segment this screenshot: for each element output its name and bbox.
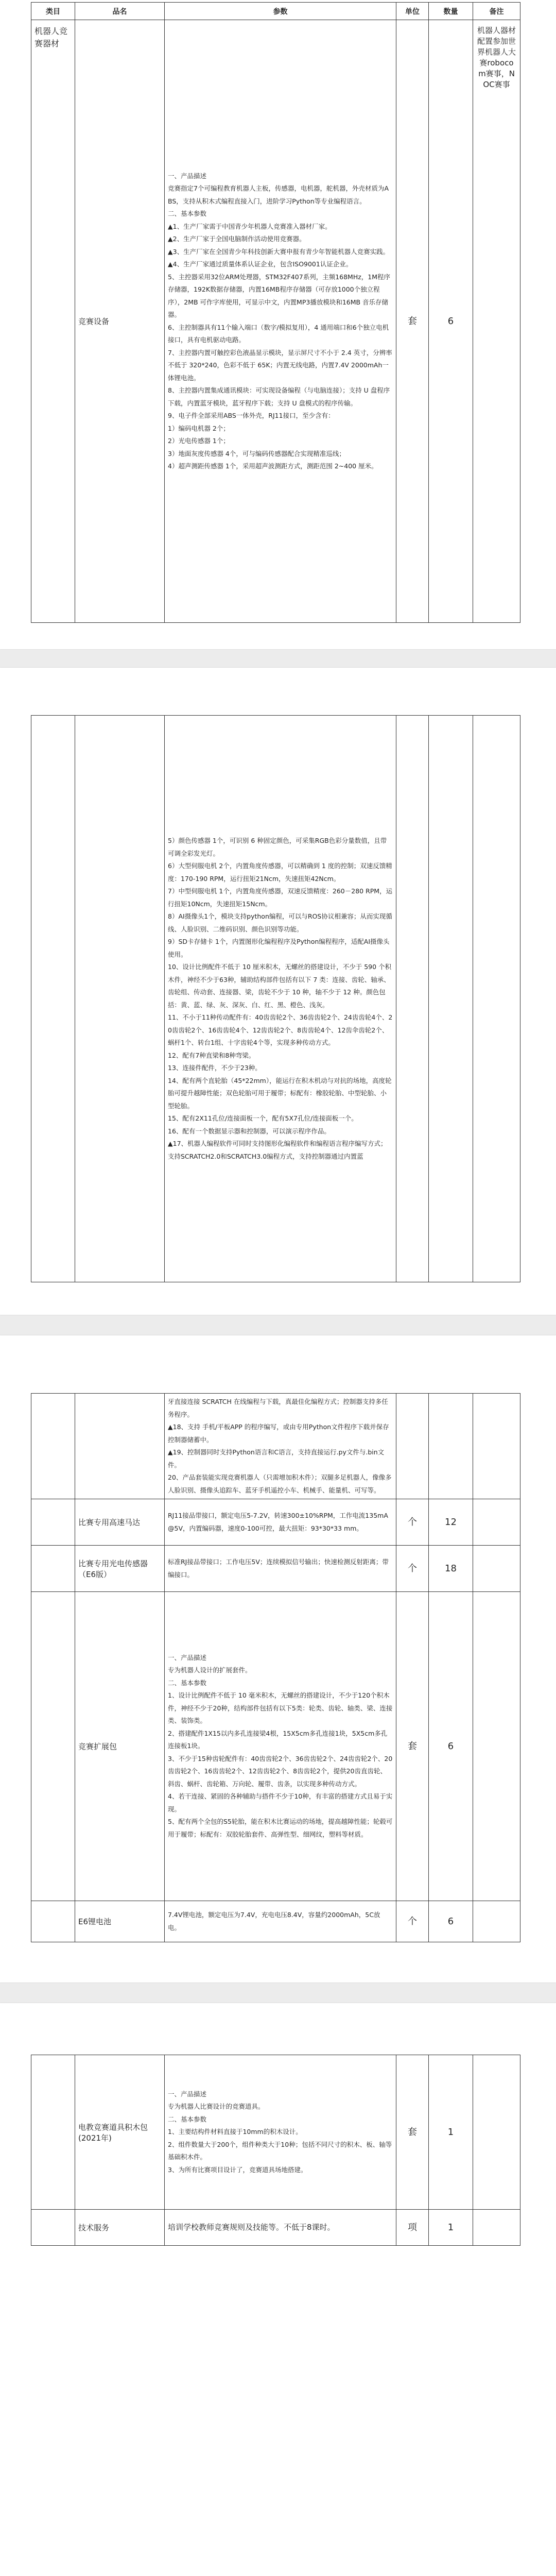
params-cell — [165, 1592, 396, 1901]
qty-cell — [429, 1394, 473, 1499]
table-row — [31, 1499, 520, 1546]
equipment-table-page-2 — [31, 715, 520, 1282]
params-cell — [165, 1394, 396, 1499]
params-cell — [165, 716, 396, 1282]
unit-cell — [396, 716, 429, 1282]
category-cell — [31, 1546, 75, 1592]
params-cell — [165, 20, 396, 623]
note-cell — [473, 716, 520, 1282]
unit-cell: 个 — [396, 1901, 429, 1942]
note-cell — [473, 1592, 520, 1901]
item-name-cell: 竞赛扩展包 — [75, 1592, 165, 1901]
equipment-table-page-1 — [31, 2, 520, 623]
table-row — [31, 20, 520, 623]
document-page-4 — [0, 2003, 556, 2576]
table-row — [31, 2055, 520, 2210]
category-cell — [31, 716, 75, 1282]
unit-cell: 项 — [396, 2210, 429, 2246]
category-cell — [31, 1901, 75, 1942]
item-name-cell — [75, 716, 165, 1282]
note-cell — [473, 1546, 520, 1592]
header-qty: 数量 — [429, 3, 473, 20]
category-cell: 机器人竞赛器材 — [31, 20, 75, 623]
table-row — [31, 2210, 520, 2246]
table-row — [31, 1592, 520, 1901]
unit-cell — [396, 1394, 429, 1499]
document-page-3 — [0, 1335, 556, 1982]
header-category: 类目 — [31, 3, 75, 20]
table-row — [31, 1546, 520, 1592]
qty-cell: 6 — [429, 20, 473, 623]
header-note: 备注 — [473, 3, 520, 20]
header-name: 品名 — [75, 3, 165, 20]
params-cell — [165, 1499, 396, 1546]
note-cell — [473, 2055, 520, 2210]
params-cell — [165, 2210, 396, 2246]
header-unit: 单位 — [396, 3, 429, 20]
qty-cell — [429, 716, 473, 1282]
equipment-table-page-4 — [31, 2055, 520, 2246]
qty-cell: 18 — [429, 1546, 473, 1592]
params-text: 5）颜色传感器 1个，可识别 6 种固定颜色，可采集RGB色彩分量数值，且带可调全彩发光灯。 6）大型伺服电机 2个，内置角度传感器，可以精确到 1 度的控制；双速反馈精度：170-190 RPM，运行扭矩21Ncm，失速扭矩42Ncm。 7）中型伺服电机 1个，内置角度传感器，双速反馈精度：260－280 RPM，运行扭矩10Ncm，失速扭矩15Ncm。 8）AI摄像头1个，模块支持python编程，可以与ROS协议相兼容；从而实现循线、人脸识别、二维码识别、颜色识别等功能。 9）SD卡存储卡 1个，内置图形化编程程序及Python编程程序，适配AI摄像头使用。 10、设计比例配件不低于 10 厘米积木，无螺丝的搭建设计，不少于 590 个积木件，神经不少于63种，辅助结构部件包括有以下 7 类：连接、齿轮、轴承、齿轮组、传动套、连接器、梁，齿轮不少于 10 种，轴不少于 12 种。颜色包括：黄、蓝、绿、灰、深灰、白、红、黑、橙色、浅灰。 11、不小于11种传动配件有：40齿齿轮2个、36齿齿轮2个、24齿齿轮4个、20齿齿轮2个、16齿齿轮4个、12齿齿轮2个、8齿齿轮4个、12齿伞齿轮2个、蜗杆1个、转台1组、十字齿轮4个等，实现多种传动方式。 12、配有7种直梁和8种弯梁。 13、连接件配件，不少于23种。 14、配有两个直轮胎（45*22mm），能运行在积木机动与对抗的场地，高度轮胎可提升越障性能；双色轮胎可用于履带；标配有：橡胶轮胎、中型轮胎、小型轮胎。 15、配有2X11孔位/连接面板一个，配有5X7孔位/连接面板一个。 16、配有一个数据显示器和控制器，可以演示程序作品。 ▲17、机器人编程软件可同时支持图形化编程软件和编程语言程序编写方式；支持SCRATCH2.0和SCRATCH3.0编程方式，支持控制器通过内置蓝 — [168, 837, 393, 1160]
item-name-cell: 比赛专用高速马达 — [75, 1499, 165, 1546]
document-page-1 — [0, 0, 556, 649]
note-cell — [473, 1394, 520, 1499]
item-name-cell: 技术服务 — [75, 2210, 165, 2246]
table-row — [31, 1901, 520, 1942]
params-text: 一、产品描述 竞赛指定7个可编程教育机器人主板，传感器，电机器，舵机器，外壳材质为ABS，支持从积木式编程直接入门，进阶学习Python等专业编程语言。 二、基本参数 ▲1、生产厂家需于中国青少年机器人竞赛准入器材厂家。 ▲2、生产厂家于全国电脑制作活动使用竞赛器。 ▲3、生产厂家在全国青少年科技创新大赛申报有青少年智能机器人竞赛实践。 ▲4、生产厂家通过质量体系认证企业，包含ISO9001认证企业。 5、主控器采用32位ARM处理器，STM32F407系列，主频168MHz，1M程序存储器，192K数据存储器，内置16MB程序存储器（可存放1000个独立程序），2MB 可作字库使用，可显示中文，内置MP3播放模块和16MB 音乐存储器。 6、主控制器具有11个输入端口（数字/模拟复用），4 通用端口和6个独立电机接口，具有电机驱动电路。 7、主控器内置可触控彩色液晶显示模块，显示屏尺寸不小于 2.4 英寸，分辨率不低于 320*240，色彩不低于 65K；内置无线电路，内置7.4V 2000mAh一体锂电池。 8、主控器内置集成通讯模块：可实现设备编程（与电脑连接）；支持 U 盘程序下载，内置蓝牙模块，蓝牙程序下载；支持 U 盘模式的程序传输。 9、电子件全部采用ABS一体外壳，RJ11接口，至少含有： 1）编码电机器 2个； 2）光电传感器 1个； 3）地面灰度传感器 4个，可与编码传感器配合实现精准巡线； 4）超声测距传感器 1个，采用超声波测距方式，测距范围 2~400 厘米。 — [168, 172, 392, 470]
item-name-cell: 电教竞赛道具积木包(2021年) — [75, 2055, 165, 2210]
params-text: 一、产品描述 专为机器人比赛设计的竞赛道具。 二、基本参数 1、主要结构件材料直接于10mm的积木设计。 2、组件数量大于200个，组件种类大于10种；包括不同尺寸的积木、板、轴等基础积木件。 3、为所有比赛项目设计了，竞赛道具场地搭建。 — [168, 2090, 392, 2174]
unit-cell: 个 — [396, 1546, 429, 1592]
qty-cell: 6 — [429, 1901, 473, 1942]
params-text: RJ11接品带接口，额定电压5-7.2V，转速300±10%RPM，工作电流135mA@5V，内置编码器，速度0-100可控，最大扭矩：93*30*33 mm。 — [168, 1512, 388, 1532]
unit-cell: 套 — [396, 1592, 429, 1901]
item-name-cell: 竞赛设备 — [75, 20, 165, 623]
params-cell — [165, 1901, 396, 1942]
params-text: 培训学校教师竞赛规则及技能等。不低于8课时。 — [168, 2223, 335, 2232]
item-name-cell: E6锂电池 — [75, 1901, 165, 1942]
header-params: 参数 — [165, 3, 396, 20]
unit-cell: 个 — [396, 1499, 429, 1546]
category-cell — [31, 2210, 75, 2246]
item-name-cell: 比赛专用光电传感器（E6版） — [75, 1546, 165, 1592]
note-cell: 机器人器材配置参加世界机器人大赛robocom赛事，NOC赛事 — [473, 20, 520, 623]
params-text: 7.4V锂电池，额定电压为7.4V，充电电压8.4V，容量约2000mAh，5C放电。 — [168, 1911, 380, 1931]
equipment-table-page-3 — [31, 1393, 520, 1942]
category-cell — [31, 1394, 75, 1499]
category-cell — [31, 2055, 75, 2210]
table-row — [31, 1394, 520, 1499]
category-cell — [31, 1499, 75, 1546]
document-page-2 — [0, 668, 556, 1315]
params-cell — [165, 2055, 396, 2210]
note-cell — [473, 1499, 520, 1546]
unit-cell: 套 — [396, 20, 429, 623]
note-cell — [473, 2210, 520, 2246]
table-row — [31, 716, 520, 1282]
qty-cell: 1 — [429, 2055, 473, 2210]
item-name-cell — [75, 1394, 165, 1499]
category-cell — [31, 1592, 75, 1901]
qty-cell: 1 — [429, 2210, 473, 2246]
qty-cell: 12 — [429, 1499, 473, 1546]
params-text: 一、产品描述 专为机器人设计的扩展套件。 二、基本参数 1、设计比例配件不低于 10 毫米积木，无螺丝的搭建设计，不少于120个积木件，神经不少于20种，结构部件包括有以下5类：轮类、齿轮、轴类、梁、连接类、装饰类。 2、搭建配件1X15以内多孔连接梁4根，15X5cm多孔连接1块，5X5cm多孔连接板1块。 3、不少于15种齿轮配件有：40齿齿轮2个、36齿齿轮2个、24齿齿轮2个、20齿齿轮2个、16齿齿轮2个、12齿齿轮2个、8齿齿轮2个，提供20齿直齿轮、斜齿、蜗杆、齿轮箱、万向轮、履带、齿条，以实现多种传动方式。 4、若干连接、紧固的各种辅助与搭件不少于10种，有丰富的搭建方式且易于实现。 5、配有两个全包的S5轮胎，能在积木比赛运动的场地，提高越障性能；轮毂可用于履带；标配有：双胶轮胎套件、高弹性型、细网纹，塑料等材质。 — [168, 1653, 393, 1838]
params-text: 牙直接连接 SCRATCH 在线编程与下载，真最佳化编程方式；控制器支持多任务程序。 ▲18、支持 手机/平板APP 的程序编写，或由专用Python文件程序下载并保存控制器储蓄中。 ▲19、控制器同时支持Python语言和C语言，支持直接运行.py文件与.bin文件。 20、产品套装能实现竞赛机器人（只需增加积木件）；双腿多足机器人，像像多人脸识别、摄像头追踪车、蓝牙手机遥控小车、机械手、能量机、可写等。 — [168, 1398, 392, 1494]
params-cell — [165, 1546, 396, 1592]
qty-cell: 6 — [429, 1592, 473, 1901]
params-text: 标准RJ接品带接口；工作电压5V；连续模拟信号输出；快速检测反射距离；带编接口。 — [168, 1558, 389, 1579]
table-header-row — [31, 3, 520, 20]
unit-cell: 套 — [396, 2055, 429, 2210]
note-cell — [473, 1901, 520, 1942]
